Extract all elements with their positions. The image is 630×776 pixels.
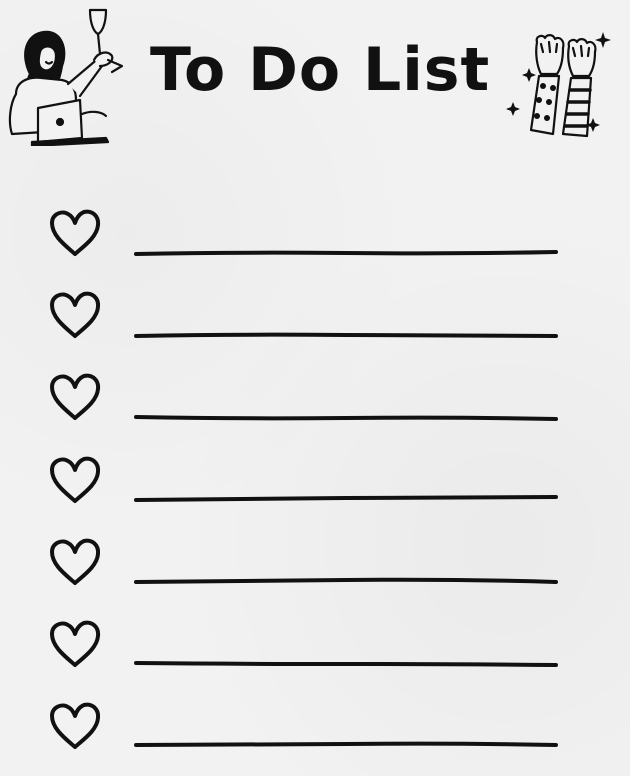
task-line[interactable] [134,656,558,672]
raised-fists-celebration-icon [505,30,617,140]
heart-outline-icon[interactable] [48,701,102,751]
page-title: To Do List [150,35,491,105]
list-item[interactable] [0,619,630,679]
list-item[interactable] [0,701,630,761]
heart-outline-icon[interactable] [48,455,102,505]
list-item[interactable] [0,372,630,432]
task-line[interactable] [134,410,558,426]
list-item[interactable] [0,537,630,597]
task-line[interactable] [134,737,558,753]
task-line[interactable] [134,328,558,344]
task-line[interactable] [134,491,558,507]
heart-outline-icon[interactable] [48,208,102,258]
girl-with-laptop-toasting-icon [2,4,130,146]
task-line[interactable] [134,246,558,262]
list-item[interactable] [0,455,630,515]
heart-outline-icon[interactable] [48,619,102,669]
heart-outline-icon[interactable] [48,290,102,340]
list-item[interactable] [0,290,630,350]
task-line[interactable] [134,574,558,590]
list-item[interactable] [0,208,630,268]
heart-outline-icon[interactable] [48,372,102,422]
heart-outline-icon[interactable] [48,537,102,587]
